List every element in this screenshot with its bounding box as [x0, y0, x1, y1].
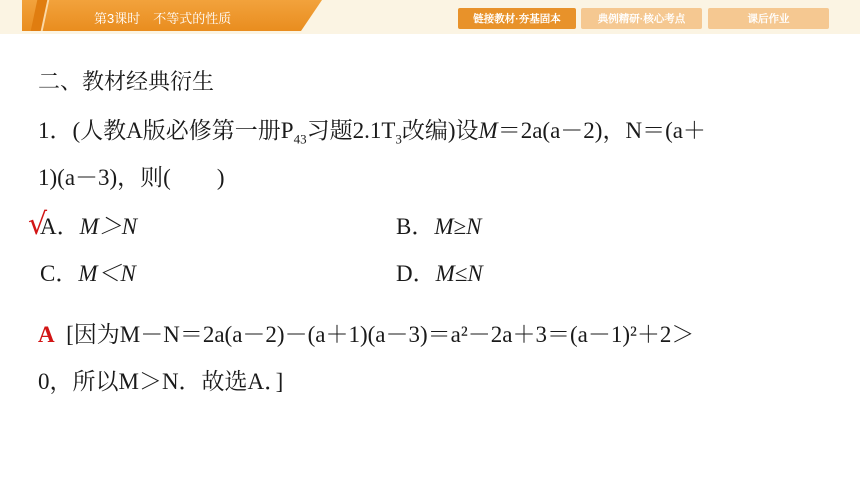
- option-a[interactable]: [40, 212, 137, 242]
- var-m: M: [478, 118, 498, 143]
- option-b-text: M≥N: [434, 214, 482, 239]
- page-subscript: 43: [293, 131, 307, 147]
- top-bar: [0, 0, 860, 34]
- question-line-1: [38, 116, 706, 146]
- option-c-letter: C．: [40, 261, 79, 286]
- option-d-letter: D．: [396, 261, 436, 286]
- answer-letter: A: [38, 322, 55, 347]
- option-c-text: M＜N: [78, 261, 136, 286]
- section-heading: 二、教材经典衍生: [38, 70, 215, 95]
- option-b-letter: B．: [396, 214, 435, 239]
- option-d[interactable]: [396, 259, 483, 289]
- option-b[interactable]: [396, 212, 481, 242]
- tab-homework[interactable]: 课后作业: [708, 8, 829, 29]
- answer-line-2: 0，所以M＞N．故选A．]: [38, 369, 284, 394]
- check-icon: √: [28, 207, 48, 242]
- answer-line-1: [38, 320, 694, 350]
- question-number: 1．: [38, 118, 73, 143]
- tab-textbook-basics[interactable]: 链接教材·夯基固本: [458, 8, 576, 29]
- question-source-pre: (人教A版必修第一册P: [72, 118, 294, 143]
- lesson-title: 第3课时 不等式的性质: [94, 11, 232, 26]
- lesson-tab-accent: [31, 0, 50, 31]
- option-c[interactable]: [40, 259, 136, 289]
- question-line-1-rest: ＝2a(a－2)，N＝(a＋: [497, 118, 706, 143]
- exercise-subscript: 3: [395, 131, 402, 147]
- question-source-mid: 习题2.1T: [306, 118, 396, 143]
- answer-explanation-1: [因为M－N＝2a(a－2)－(a＋1)(a－3)＝a²－2a＋3＝(a－1)²＋2＞: [66, 322, 695, 347]
- option-a-letter: A．: [40, 214, 80, 239]
- option-d-text: M≤N: [435, 261, 483, 286]
- option-a-text: M＞N: [79, 214, 138, 239]
- tab-key-examples[interactable]: 典例精研·核心考点: [581, 8, 702, 29]
- question-line-2: 1)(a－3)，则( ): [38, 165, 225, 190]
- question-source-post: 改编)设: [401, 118, 479, 143]
